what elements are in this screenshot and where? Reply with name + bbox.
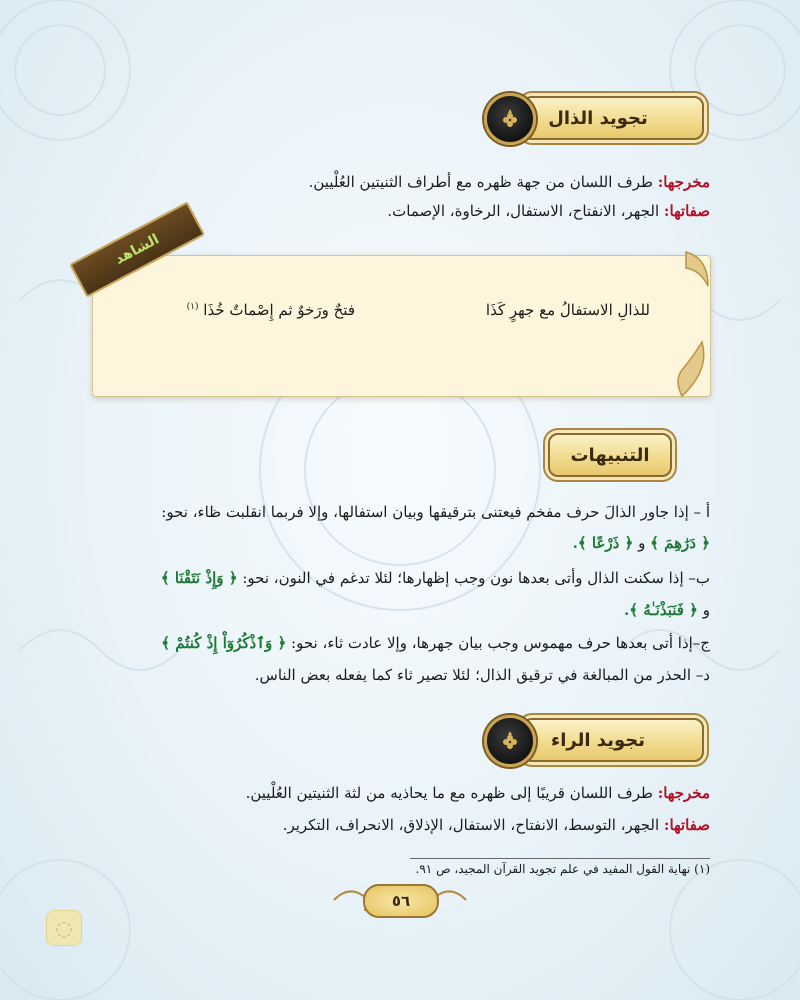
poem-scroll-curl-top [682,250,712,290]
tanbih-c-text: ج–إذا أتى بعدها حرف مهموس وجب بيان جهرها، وإلا عادت ثاء، نحو: [291,634,710,652]
dhal-sifat-line [387,199,710,223]
tanbih-b-line [161,566,710,590]
section-title-tanbihat-text: التنبيهات [570,444,650,466]
tanbih-d-line [255,663,710,687]
poem-box [92,255,711,397]
tanbih-d-text: د– الحذر من المبالغة في ترقيق الذال؛ لئلا تصير ثاء كما يفعله بعض الناس. [254,666,710,684]
quran-example-wa-idh-nataqna: ﴿ وَإِذْ نَتَقْنَا ﴾ [160,569,238,587]
quran-example-darahim: ﴿ دَرَٰهِمَ ﴾ [650,534,710,552]
tanbih-b-text: ب– إذا سكنت الذال وأتى بعدها نون وجب إظهارها؛ لئلا تدغم في النون، نحو: [242,569,710,587]
tanbih-a-line [161,500,710,524]
ra-makhraj-line [246,781,710,805]
grape-medallion-icon [484,715,536,767]
footnote: (١) نهاية القول المفيد في علم تجويد القرآن المجيد، ص ٩١. [415,862,710,876]
poem-footnote-marker: (١) [186,302,199,312]
tanbih-c-line [161,631,710,655]
tanbih-b-examples-line [624,598,710,622]
page-number: ٥٦ [363,884,439,918]
tanbih-a-joiner: و [638,534,646,552]
footnote-separator [410,858,710,859]
tanbih-a-text: أ – إذا جاور الذالَ حرف مفخم فيعتنى بترقيقها وبيان استفالها، وإلا فربما انقلبت ظاء، نحو: [161,503,710,521]
section-title-tanbihat [548,433,672,477]
dhal-sifat-text: الجهر، الانفتاح، الاستفال، الرخاوة، الإصمات. [387,202,664,220]
section-title-dhal [522,96,704,140]
ra-makhraj-label: مخرجها: [657,784,710,802]
dhal-makhraj-line [309,170,710,194]
section-title-ra-text: تجويد الراء [551,729,645,751]
dhal-makhraj-label: مخرجها: [657,173,710,191]
ra-sifat-text: الجهر، التوسط، الانفتاح، الاستفال، الإذلاق، الانحراف، التكرير. [282,816,664,834]
poem-hemistich-left-wrap [187,301,355,319]
tanbih-b-joiner: و [702,601,710,619]
shahid-ribbon-label: الشاهد [112,231,162,268]
grape-medallion-icon [484,93,536,145]
section-title-dhal-text: تجويد الذال [548,107,648,129]
dhal-sifat-label: صفاتها: [663,202,710,220]
section-title-ra [522,718,704,762]
poem-hemistich-right: للذالِ الاستفالُ مع جهرٍ كَذَا [485,301,650,319]
ra-sifat-label: صفاتها: [663,816,710,834]
ra-makhraj-text: طرف اللسان قريبًا إلى ظهره مع ما يحاذيه من لثة الثنيتين العُلْيين. [245,784,658,802]
ra-sifat-line [283,813,710,837]
quran-example-fanabadhnahu: ﴿ فَنَبَذْنَـٰهُ ﴾. [624,601,698,619]
tanbih-a-examples-line [573,531,710,555]
quran-example-wadhkuru: ﴿ وَٱذْكُرُوٓاْ إِذْ كُنتُمْ ﴾ [161,634,287,652]
publisher-logo-icon: ◌ [46,910,82,946]
quran-example-dharan: ﴿ ذَرْعًا ﴾. [572,534,634,552]
dhal-makhraj-text: طرف اللسان من جهة ظهره مع أطراف الثنيتين العُلْيين. [308,173,658,191]
poem-hemistich-left: فتحٌ ورَخوٌ ثم إِصْماتٌ خُذَا [203,301,355,319]
poem-scroll-curl [672,340,712,400]
